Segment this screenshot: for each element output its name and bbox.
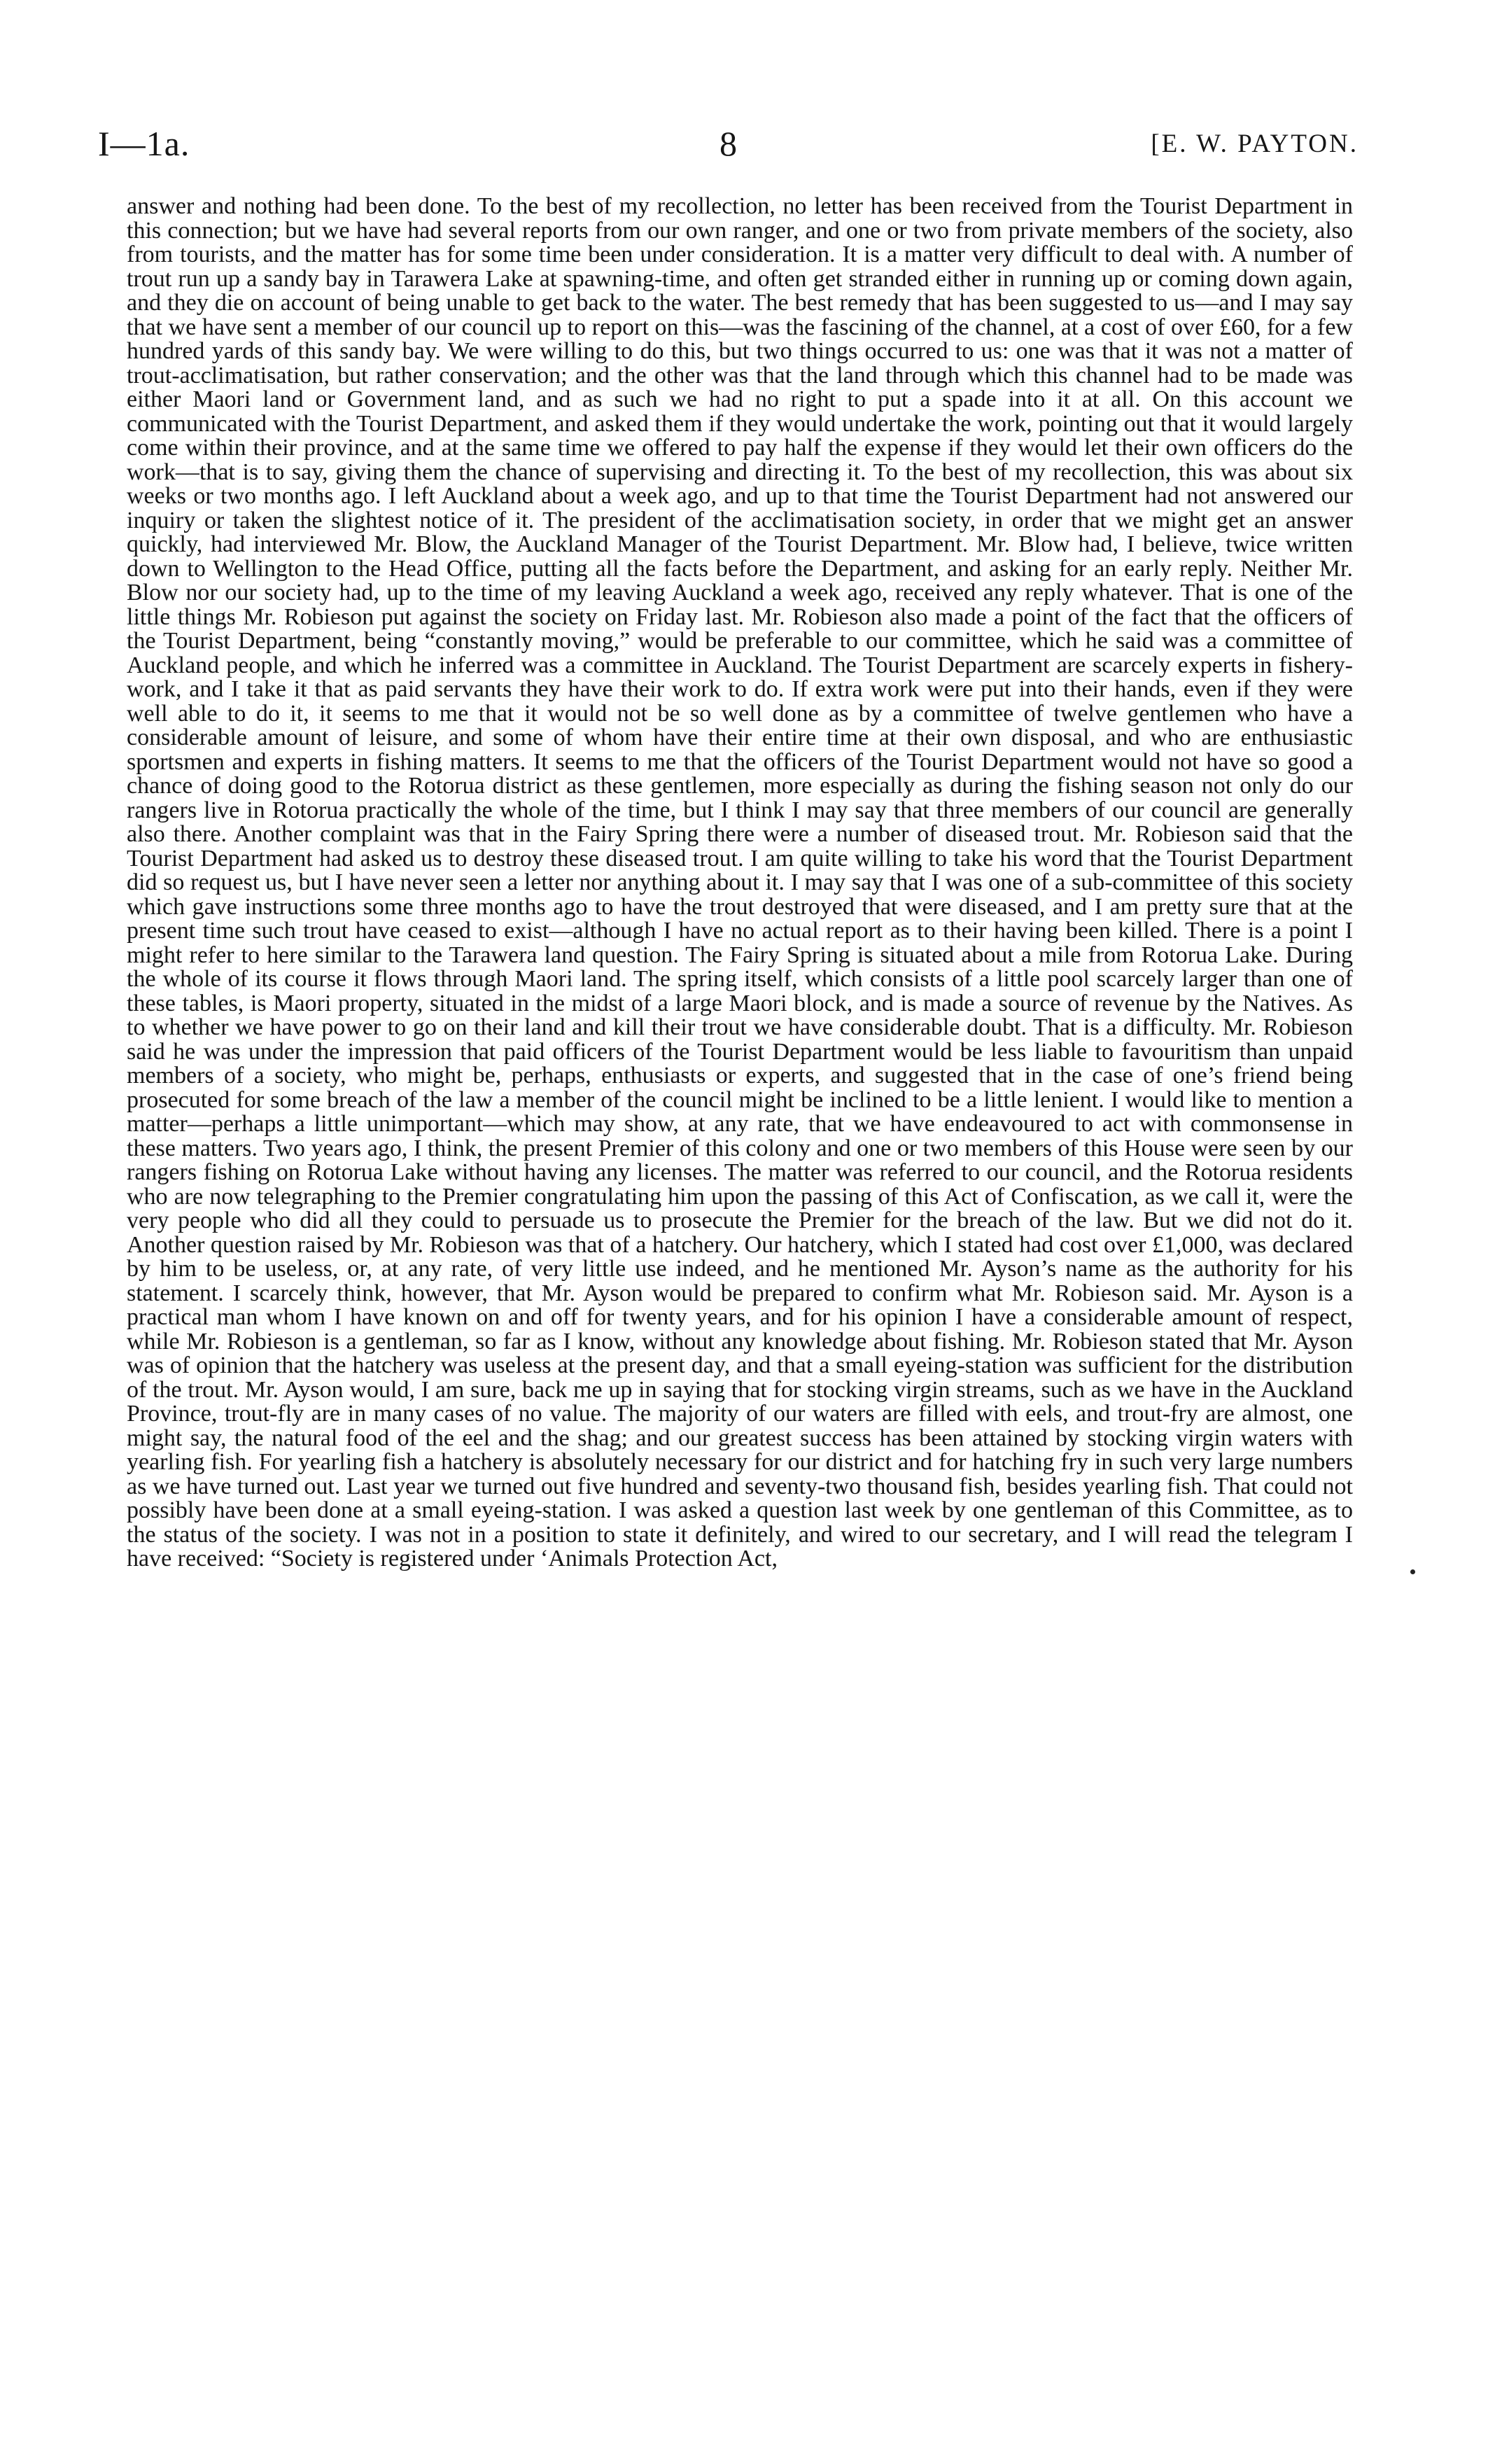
- page-header: [98, 123, 1359, 172]
- page-number: 8: [720, 124, 737, 163]
- paper-reference: I—1a.: [98, 124, 190, 163]
- witness-name: [E. W. PAYTON.: [1151, 130, 1359, 158]
- body-paragraph: answer and nothing had been done. To the best of my recollection, no letter has been received from the Tourist Department in this connection; but we have had several reports from our own ranger, and one or two from private members of the society, also from tourists, and the matter has for some time been under consideration. It is a matter very difficult to deal with. A number of trout run up a sandy bay in Tarawera Lake at spawning-time, and often get stranded either in running up or coming down again, and they die on account of being unable to get back to the water. The best remedy that has been suggested to us—and I may say that we have sent a member of our council up to report on this—was the fascining of the channel, at a cost of over £60, for a few hundred yards of this sandy bay. We were willing to do this, but two things occurred to us: one was that it was not a matter of trout-acclimatisation, but rather conservation; and the other was that the land through which this channel had to be made was either Maori land or Government land, and as such we had no right to put a spade into it at all. On this account we communicated with the Tourist Department, and asked them if they would undertake the work, pointing out that it would largely come within their province, and at the same time we offered to pay half the expense if they would let their own officers do the work—that is to say, giving them the chance of supervising and directing it. To the best of my recollection, this was about six weeks or two months ago. I left Auckland about a week ago, and up to that time the Tourist Department had not answered our inquiry or taken the slightest notice of it. The president of the acclimatisation society, in order that we might get an answer quickly, had interviewed Mr. Blow, the Auckland Manager of the Tourist Department. Mr. Blow had, I believe, twice written down to Wellington to the Head Office, putting all the facts before the Department, and asking for an early reply. Neither Mr. Blow nor our society had, up to the time of my leaving Auckland a week ago, received any reply whatever. That is one of the little things Mr. Robieson put against the society on Friday last. Mr. Robieson also made a point of the fact that the officers of the Tourist Department, being “constantly moving,” would be preferable to our committee, which he said was a committee of Auckland people, and which he inferred was a committee in Auckland. The Tourist Department are scarcely experts in fishery-work, and I take it that as paid servants they have their work to do. If extra work were put into their hands, even if they were well able to do it, it seems to me that it would not be so well done as by a committee of twelve gentlemen who have a considerable amount of leisure, and some of whom have their entire time at their own disposal, and who are enthusiastic sportsmen and experts in fishing matters. It seems to me that the officers of the Tourist Department would not have so good a chance of doing good to the Rotorua district as these gentlemen, more especially as during the fishing season not only do our rangers live in Rotorua practically the whole of the time, but I think I may say that three members of our council are generally also there. Another complaint was that in the Fairy Spring there were a number of diseased trout. Mr. Robieson said that the Tourist Department had asked us to destroy these diseased trout. I am quite willing to take his word that the Tourist Department did so request us, but I have never seen a letter nor anything about it. I may say that I was one of a sub-committee of this society which gave instructions some three months ago to have the trout destroyed that were diseased, and I am pretty sure that at the present time such trout have ceased to exist—although I have no actual report as to their having been killed. There is a point I might refer to here similar to the Tarawera land question. The Fairy Spring is situated about a mile from Rotorua Lake. During the whole of its course it flows through Maori land. The spring itself, which consists of a little pool scarcely larger than one of these tables, is Maori property, situated in the midst of a large Maori block, and is made a source of revenue by the Natives. As to whether we have power to go on their land and kill their trout we have considerable doubt. That is a difficulty. Mr. Robieson said he was under the impression that paid officers of the Tourist Department would be less liable to favouritism than unpaid members of a society, who might be, perhaps, enthusiasts or experts, and suggested that in the case of one’s friend being prosecuted for some breach of the law a member of the council might be inclined to be a little lenient. I would like to mention a matter—perhaps a little unimportant—which may show, at any rate, that we have endeavoured to act with commonsense in these matters. Two years ago, I think, the present Premier of this colony and one or two members of this House were seen by our rangers fishing on Rotorua Lake without having any licenses. The matter was referred to our council, and the Rotorua residents who are now telegraphing to the Premier congratulating him upon the passing of this Act of Confiscation, as we call it, were the very people who did all they could to persuade us to prosecute the Premier for the breach of the law. But we did not do it. Another question raised by Mr. Robieson was that of a hatchery. Our hatchery, which I stated had cost over £1,000, was declared by him to be useless, or, at any rate, of very little use indeed, and he mentioned Mr. Ayson’s name as the authority for his statement. I scarcely think, however, that Mr. Ayson would be prepared to confirm what Mr. Robieson said. Mr. Ayson is a practical man whom I have known on and off for twenty years, and for his opinion I have a considerable amount of respect, while Mr. Robieson is a gentleman, so far as I know, without any knowledge about fishing. Mr. Robieson stated that Mr. Ayson was of opinion that the hatchery was useless at the present day, and that a small eyeing-station was sufficient for the distribution of the trout. Mr. Ayson would, I am sure, back me up in saying that for stocking virgin streams, such as we have in the Auckland Province, trout-fly are in many cases of no value. The majority of our waters are filled with eels, and trout-fry are almost, one might say, the natural food of the eel and the shag; and our greatest success has been attained by stocking virgin waters with yearling fish. For yearling fish a hatchery is absolutely necessary for our district and for hatching fry in such very large numbers as we have turned out. Last year we turned out five hundred and seventy-two thousand fish, besides yearling fish. That could not possibly have been done at a small eyeing-station. I was asked a question last week by one gentleman of this Committee, as to the status of the society. I was not in a position to state it definitely, and wired to our secretary, and I will read the telegram I have received: “Society is registered under ‘Animals Protection Act,: [127, 193, 1353, 1572]
- margin-dot: [1410, 1569, 1415, 1574]
